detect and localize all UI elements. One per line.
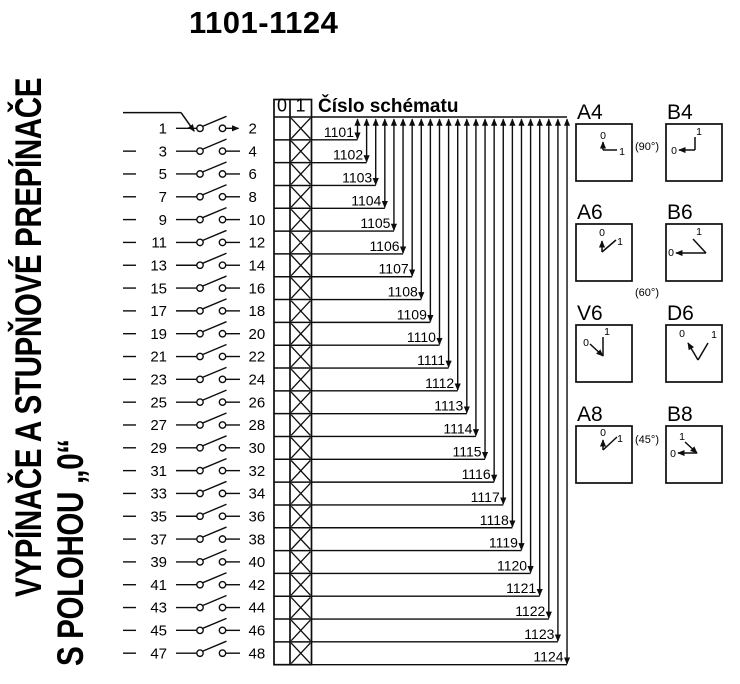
position-ray — [698, 343, 708, 360]
even-terminal-number: 36 — [248, 508, 266, 526]
contact-pole — [219, 376, 225, 382]
position-label: 1 — [696, 126, 702, 138]
state-mark-x — [291, 232, 310, 252]
even-terminal-number: 6 — [248, 166, 257, 184]
angle-note: (45°) — [635, 434, 659, 446]
schema-number: 1102 — [333, 146, 364, 163]
state-mark-x — [291, 255, 310, 275]
state-mark-x — [291, 392, 310, 412]
schema-number: 1118 — [479, 511, 509, 528]
odd-terminal-number: 43 — [150, 599, 167, 617]
state-mark-x — [291, 461, 310, 481]
even-terminal-number: 30 — [248, 440, 266, 457]
schema-number-fan — [312, 95, 568, 665]
state-mark-x — [291, 575, 310, 595]
schema-number: 1117 — [470, 488, 500, 505]
schema-number: 1106 — [369, 237, 400, 254]
odd-terminal-number: 7 — [158, 188, 167, 206]
contact-pole — [219, 353, 225, 359]
contact-pole — [219, 216, 225, 222]
even-terminal-number: 18 — [248, 303, 266, 321]
even-terminal-number: 34 — [248, 485, 266, 503]
schema-number: 1120 — [496, 557, 528, 574]
contact-pole — [219, 582, 225, 588]
contact-pole — [219, 262, 225, 268]
angle-note: (90°) — [635, 141, 659, 153]
contact-row — [123, 550, 265, 571]
even-terminal-number: 42 — [248, 576, 266, 594]
odd-terminal-number: 29 — [150, 440, 167, 457]
even-terminal-number: 40 — [248, 554, 266, 572]
even-terminal-number: 38 — [248, 531, 266, 549]
odd-terminal-number: 35 — [150, 508, 167, 526]
schema-number: 1104 — [351, 192, 382, 209]
position-box-v6 — [576, 302, 632, 382]
even-terminal-number: 32 — [248, 462, 266, 480]
contact-rows — [123, 113, 265, 663]
position-code: B8 — [667, 403, 693, 426]
odd-terminal-number: 5 — [158, 166, 167, 184]
contact-pole — [219, 308, 225, 314]
odd-terminal-number: 45 — [150, 622, 167, 640]
state-mark-x — [291, 415, 310, 435]
schema-number: 1123 — [524, 625, 555, 642]
contact-pole — [219, 399, 225, 405]
even-terminal-number: 10 — [248, 211, 266, 229]
contact-row — [123, 641, 265, 662]
contact-pole — [219, 331, 225, 337]
odd-terminal-number: 1 — [158, 120, 167, 138]
position-label: 0 — [670, 448, 676, 460]
position-ray — [688, 343, 698, 360]
even-terminal-number: 14 — [248, 257, 266, 275]
state-mark-x — [291, 141, 310, 161]
state-mark-x — [291, 597, 310, 617]
contact-row — [123, 596, 265, 617]
contact-row — [123, 139, 257, 160]
column-header-0: 0 — [276, 95, 288, 116]
schema-number: 1108 — [387, 283, 418, 300]
state-mark-x — [291, 278, 310, 298]
schema-number: 1111 — [417, 352, 446, 369]
contact-pole — [219, 239, 225, 245]
position-label: 0 — [599, 227, 605, 239]
state-mark-x — [291, 324, 310, 344]
schema-number: 1115 — [452, 443, 482, 460]
odd-terminal-number: 25 — [150, 394, 167, 412]
odd-terminal-number: 33 — [150, 485, 167, 503]
contact-pole — [219, 285, 225, 291]
position-ray — [693, 239, 706, 253]
contact-row — [123, 459, 265, 480]
even-terminal-number: 16 — [248, 280, 266, 298]
position-box-d6 — [666, 302, 722, 382]
schema-number: 1109 — [396, 306, 427, 323]
contact-row — [123, 253, 265, 274]
schema-number: 1114 — [443, 420, 473, 437]
odd-terminal-number: 41 — [150, 576, 167, 594]
sidebar-title-line2: S POLOHOU „0“ — [50, 439, 91, 666]
position-label: 1 — [619, 146, 625, 158]
odd-terminal-number: 27 — [150, 417, 167, 435]
contact-pole — [219, 650, 225, 656]
state-mark-x — [291, 620, 310, 640]
contact-row — [123, 413, 265, 434]
contact-row — [123, 390, 265, 411]
schema-number: 1113 — [434, 397, 464, 414]
position-label: 1 — [696, 226, 702, 238]
position-box-b6 — [666, 201, 722, 281]
even-terminal-number: 24 — [248, 371, 266, 389]
state-mark-x — [291, 209, 310, 229]
position-label: 0 — [671, 145, 677, 157]
position-code: V6 — [577, 302, 603, 325]
contact-row — [123, 322, 265, 343]
position-label: 1 — [617, 433, 623, 445]
state-mark-x — [291, 643, 310, 663]
position-label: 1 — [604, 326, 610, 338]
odd-terminal-number: 17 — [150, 303, 167, 321]
even-terminal-number: 22 — [248, 348, 266, 366]
contact-pole — [219, 559, 225, 565]
state-mark-x — [291, 529, 310, 549]
odd-terminal-number: 21 — [150, 348, 167, 366]
schema-header: Číslo schématu — [318, 96, 459, 117]
odd-terminal-number: 37 — [150, 531, 167, 549]
schema-number: 1107 — [378, 260, 409, 277]
schema-number: 1122 — [515, 603, 546, 620]
contact-row — [123, 618, 265, 639]
even-terminal-number: 28 — [248, 417, 266, 435]
odd-terminal-number: 13 — [150, 257, 167, 275]
contact-row — [123, 573, 265, 594]
position-box-b8 — [666, 403, 722, 483]
state-mark-x — [291, 301, 310, 321]
contact-row — [123, 208, 265, 229]
contact-row — [123, 345, 265, 366]
even-terminal-number: 48 — [248, 645, 266, 663]
contact-pole — [219, 604, 225, 610]
position-code: A8 — [577, 403, 603, 426]
contact-pole — [219, 422, 225, 428]
odd-terminal-number: 15 — [150, 280, 167, 298]
position-code: A6 — [577, 201, 603, 224]
position-label: 0 — [679, 328, 685, 340]
even-terminal-number: 46 — [248, 622, 266, 640]
schema-number: 1112 — [425, 374, 455, 391]
position-label: 1 — [617, 236, 623, 248]
even-terminal-number: 12 — [248, 234, 266, 252]
contact-row — [123, 185, 257, 206]
even-terminal-number: 4 — [248, 143, 257, 161]
sidebar-title-line1: VYPÍNAČE A STUPŇOVÉ PREPÍNAČE — [8, 77, 49, 597]
position-ray — [590, 344, 603, 356]
contact-pole — [219, 513, 225, 519]
column-header-1: 1 — [295, 95, 306, 116]
position-code: B6 — [667, 201, 693, 224]
page-title: 1101-1124 — [189, 5, 339, 40]
even-terminal-number: 8 — [248, 188, 257, 206]
schema-number: 1103 — [342, 169, 373, 186]
schema-line — [312, 119, 358, 140]
position-code: D6 — [667, 302, 694, 325]
contact-pole — [219, 467, 225, 473]
contact-row — [123, 481, 265, 502]
odd-terminal-number: 23 — [150, 371, 167, 389]
state-mark-x — [291, 506, 310, 526]
state-mark-x — [291, 438, 310, 458]
contact-pole — [219, 125, 225, 131]
schema-number: 1110 — [406, 329, 436, 346]
contact-row — [123, 230, 265, 251]
odd-terminal-number: 47 — [150, 645, 167, 663]
contact-row — [123, 527, 265, 548]
odd-terminal-number: 3 — [158, 143, 167, 161]
position-code: A4 — [577, 101, 603, 124]
state-mark-x — [291, 118, 310, 138]
contact-row — [123, 367, 265, 388]
schema-number: 1119 — [488, 534, 518, 551]
schema-number: 1105 — [360, 215, 391, 232]
position-ray — [685, 442, 697, 453]
even-terminal-number: 44 — [248, 599, 266, 617]
contact-pole — [219, 627, 225, 633]
position-box-a6 — [576, 201, 632, 281]
position-label: 0 — [668, 247, 674, 259]
position-box-a8 — [576, 403, 632, 483]
contact-row — [123, 162, 257, 183]
position-diagrams — [576, 101, 722, 483]
contact-pole — [219, 445, 225, 451]
schema-number: 1101 — [323, 123, 354, 140]
schema-number: 1124 — [533, 648, 564, 665]
odd-terminal-number: 39 — [150, 554, 167, 572]
position-label: 0 — [600, 427, 606, 439]
state-mark-x — [291, 187, 310, 207]
even-terminal-number: 26 — [248, 394, 266, 412]
position-box-a4 — [576, 101, 632, 181]
contact-pole — [219, 194, 225, 200]
state-mark-x — [291, 346, 310, 366]
contact-pole — [219, 171, 225, 177]
position-label: 1 — [679, 431, 685, 443]
contact-row — [123, 504, 265, 525]
odd-terminal-number: 11 — [151, 234, 167, 252]
state-mark-x — [291, 164, 310, 184]
schema-number: 1116 — [461, 466, 491, 483]
state-mark-x — [291, 552, 310, 572]
contact-pole — [219, 148, 225, 154]
angle-note: (60°) — [635, 287, 659, 299]
contact-pole — [219, 536, 225, 542]
position-label: 0 — [600, 130, 606, 142]
schema-number: 1121 — [506, 580, 537, 597]
odd-terminal-number: 31 — [150, 462, 167, 480]
odd-terminal-number: 19 — [150, 325, 167, 343]
position-label: 0 — [583, 337, 589, 349]
contact-row — [123, 436, 265, 457]
state-table — [274, 96, 312, 665]
contact-pole — [219, 490, 225, 496]
odd-terminal-number: 9 — [158, 211, 167, 229]
position-ray — [602, 240, 616, 252]
even-terminal-number: 2 — [248, 120, 257, 138]
state-mark-x — [291, 483, 310, 503]
position-box-b4 — [666, 101, 722, 181]
position-label: 1 — [711, 329, 717, 341]
position-code: B4 — [667, 101, 693, 124]
contact-row — [123, 276, 265, 297]
contact-row — [123, 299, 265, 320]
even-terminal-number: 20 — [248, 325, 266, 343]
state-mark-x — [291, 369, 310, 389]
contact-row — [123, 113, 257, 138]
